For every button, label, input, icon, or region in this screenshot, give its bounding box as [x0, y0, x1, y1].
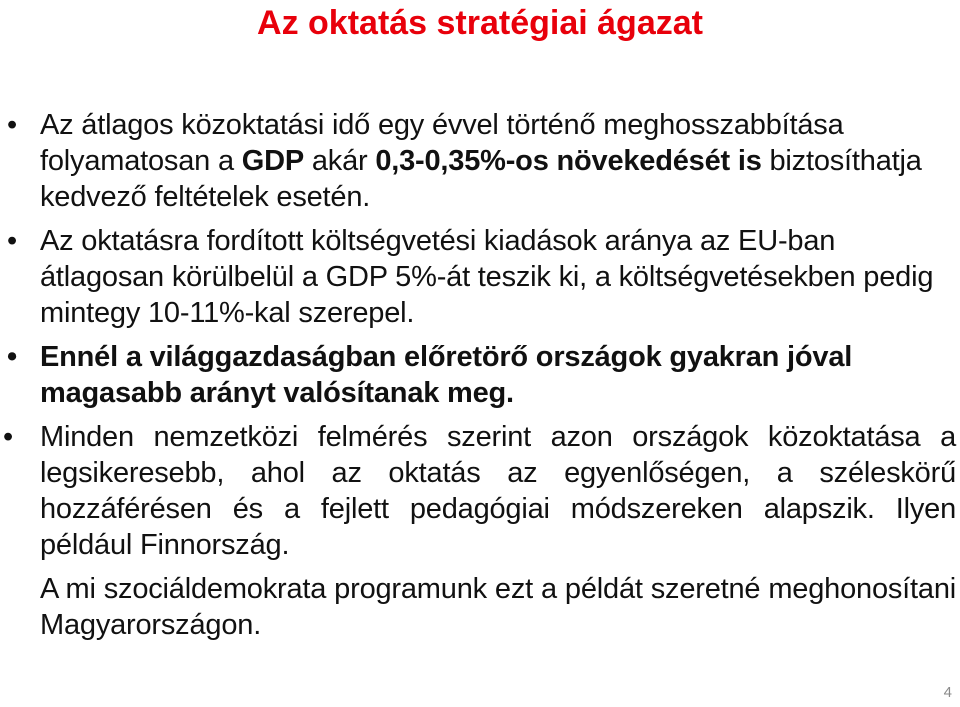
slide-body	[0, 107, 960, 651]
bullet-1-segment-growth: 0,3-0,35%-os növekedését is	[375, 145, 762, 177]
bullet-icon: •	[3, 421, 13, 453]
bullet-4-text: Minden nemzetközi felmérés szerint azon országok közoktatása a legsikeresebb, ahol az oktatás az egyenlőségen, a széleskörű hozzáférésen és a fejlett pedagógiai módszereken alapszik. Ilyen például Finnország.	[40, 421, 956, 561]
bullet-item-4	[0, 419, 960, 563]
bullet-item-2	[0, 223, 960, 331]
bullet-item-1	[0, 107, 960, 215]
closing-text: A mi szociáldemokrata programunk ezt a példát szeretné meghonosítani Magyarországon.	[40, 573, 956, 641]
bullet-icon: •	[7, 341, 17, 373]
bullet-icon: •	[7, 225, 17, 257]
bullet-3-text: Ennél a világgazdaságban előretörő országok gyakran jóval magasabb arányt valósítanak meg.	[40, 341, 853, 409]
bullet-1-text	[40, 109, 922, 213]
bullet-1-segment: Az átlagos közoktatási idő egy évvel történő meghosszabbítása folyamatosan a	[40, 109, 844, 177]
page-number: 4	[943, 684, 952, 701]
bullet-2-text: Az oktatásra fordított költségvetési kiadások aránya az EU-ban átlagosan körülbelül a GDP 5%-át teszik ki, a költségvetésekben pedig mintegy 10-11%-kal szerepel.	[40, 225, 934, 329]
bullet-icon: •	[7, 109, 17, 141]
closing-paragraph	[0, 571, 960, 643]
bullet-1-segment: biztosíthatja kedvező feltételek esetén.	[40, 145, 922, 213]
bullet-item-3	[0, 339, 960, 411]
bullet-1-segment-gdp: GDP	[241, 145, 304, 177]
bullet-1-segment: akár	[303, 145, 376, 177]
slide-title: Az oktatás stratégiai ágazat	[257, 4, 703, 42]
